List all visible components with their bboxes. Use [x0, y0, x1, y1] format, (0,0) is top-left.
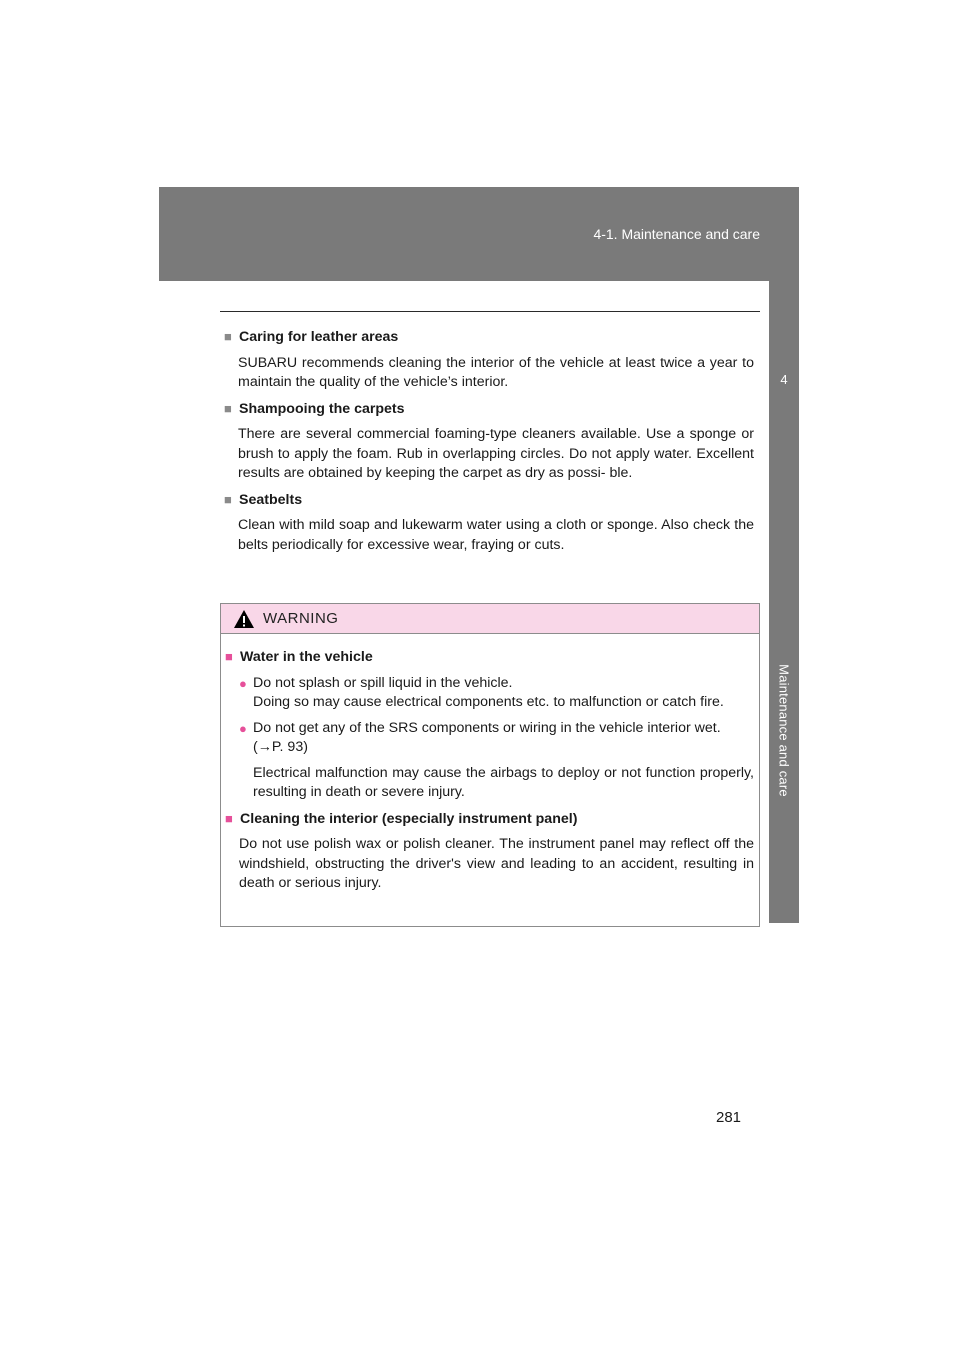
square-bullet-icon: ■	[225, 810, 233, 826]
bullet-text	[253, 674, 754, 713]
heading-text: Caring for leather areas	[239, 329, 399, 345]
bullet-line: Doing so may cause electrical components etc. to malfunction or catch fire.	[253, 694, 724, 710]
warning-header	[221, 604, 759, 634]
bullet-line: Do not get any of the SRS components or wiring in the vehicle interior wet.	[253, 719, 721, 736]
section-body: There are several commercial foaming-type cleaners available. Use a sponge or brush to apply the foam. Rub in overlapping circles. Do not apply water. Excellent results are obtained by keeping the carpet as dry as possi- ble.	[238, 426, 754, 481]
section-carpets	[224, 399, 754, 484]
heading-text: Seatbelts	[239, 491, 303, 508]
main-content	[224, 327, 754, 561]
section-heading	[224, 327, 754, 348]
warning-heading	[225, 647, 754, 668]
circle-bullet-icon: ●	[239, 675, 247, 691]
circle-bullet-icon: ●	[239, 720, 247, 736]
square-bullet-icon: ■	[224, 400, 232, 416]
chapter-number	[769, 345, 799, 413]
bullet-paragraph: Electrical malfunction may cause the airbags to deploy or not function properly, resulting in death or severe injury.	[253, 764, 754, 800]
section-body: SUBARU recommends cleaning the interior of the vehicle at least twice a year to maintain the quality of the vehicle’s interior.	[238, 354, 754, 390]
chapter-number-text: 4	[780, 371, 788, 387]
heading-text: Shampooing the carpets	[239, 400, 405, 417]
warning-bullet	[225, 719, 754, 803]
section-heading	[224, 490, 754, 511]
heading-text: Water in the vehicle	[240, 649, 373, 665]
section-title: 4-1. Maintenance and care	[593, 226, 760, 242]
warning-bullet	[225, 674, 754, 713]
section-leather	[224, 327, 754, 393]
heading-text: Cleaning the interior (especially instrument panel)	[240, 810, 578, 827]
page-reference: (→P. 93)	[253, 739, 308, 755]
warning-body	[221, 634, 759, 894]
top-rule	[220, 311, 760, 312]
bullet-text	[253, 719, 754, 803]
side-tab-spacer	[769, 281, 799, 345]
page-number: 281	[716, 1109, 742, 1126]
warning-label: WARNING	[263, 610, 339, 627]
bullet-line: Do not splash or spill liquid in the vehicle.	[253, 674, 513, 691]
section-body: Clean with mild soap and lukewarm water using a cloth or sponge. Also check the belts periodically for excessive wear, fraying or cuts.	[238, 517, 754, 553]
warning-heading	[225, 809, 754, 830]
square-bullet-icon: ■	[224, 491, 232, 507]
section-heading	[224, 399, 754, 420]
square-bullet-icon: ■	[224, 329, 232, 344]
warning-paragraph: Do not use polish wax or polish cleaner. The instrument panel may reflect off the windshield, obstructing the driver's view and leading to an accident, resulting in death or serious injury.	[239, 836, 754, 891]
section-seatbelts	[224, 490, 754, 556]
square-bullet-icon: ■	[225, 649, 233, 664]
chapter-label: Maintenance and care	[776, 664, 792, 797]
warning-triangle-icon	[233, 609, 255, 629]
header-band	[159, 187, 799, 281]
warning-box	[220, 603, 760, 927]
chapter-tab	[769, 413, 799, 923]
